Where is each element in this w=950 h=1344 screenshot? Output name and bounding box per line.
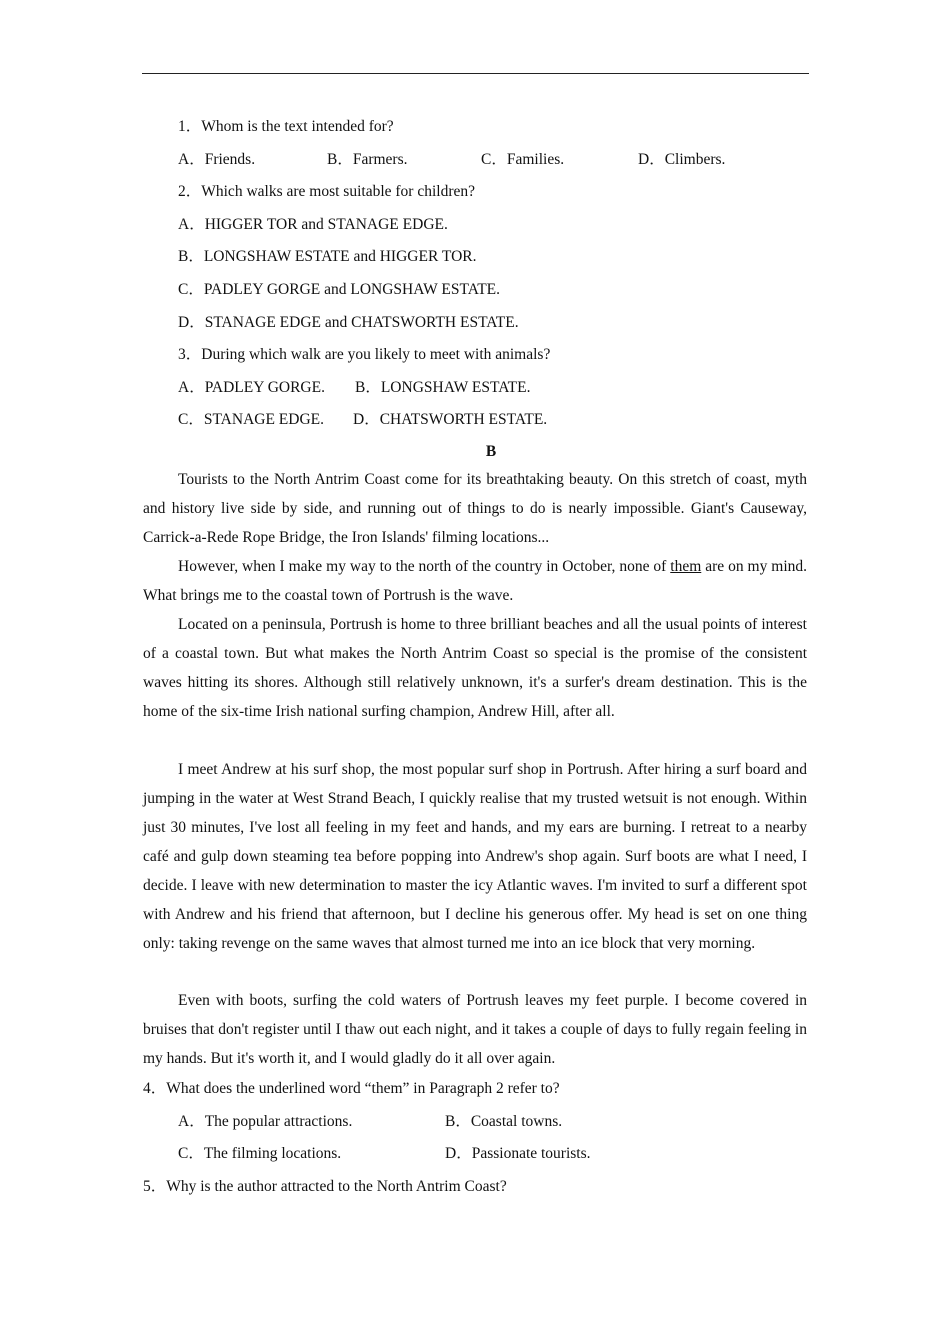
passage-paragraph-5: Even with boots, surfing the cold waters of Portrush leaves my feet purple. I become covered in bruises that don't register until I thaw out each night, and it takes a couple of days to fully regain feeling in my hands. But it's worth it, and I would gladly do it all over again.: [143, 992, 807, 1067]
q2-option-b: B．LONGSHAW ESTATE and HIGGER TOR.: [178, 248, 477, 265]
q3-option-c: C．STANAGE EDGE.: [178, 411, 325, 428]
header-rule: [142, 73, 809, 74]
passage-paragraph-2: [143, 552, 807, 610]
q3-stem: 3．During which walk are you likely to meet with animals?: [178, 346, 551, 363]
q4-option-b: B．Coastal towns.: [445, 1113, 563, 1130]
section-heading: B: [485, 443, 497, 460]
q1-option-b: B．Farmers.: [327, 151, 408, 168]
q4-option-c: C．The filming locations.: [178, 1145, 342, 1162]
passage-paragraph-3: Located on a peninsula, Portrush is home to three brilliant beaches and all the usual points of interest of a coastal town. But what makes the North Antrim Coast so special is the promise of the consistent waves hitting its shores. Although still relatively unknown, it's a surfer's dream destination. This is the home of the six-time Irish national surfing champion, Andrew Hill, after all.: [143, 616, 807, 720]
q4-option-d: D．Passionate tourists.: [445, 1145, 591, 1162]
q2-stem: 2．Which walks are most suitable for children?: [178, 183, 475, 200]
paragraph-2-text-start: However, when I make my way to the north of the country in October, none of: [178, 558, 671, 575]
q3-option-d: D．CHATSWORTH ESTATE.: [353, 411, 548, 428]
underlined-word: them: [670, 558, 702, 575]
q1-option-a: A．Friends.: [178, 151, 256, 168]
q2-option-a: A．HIGGER TOR and STANAGE EDGE.: [178, 216, 448, 233]
q1-option-c: C．Families.: [481, 151, 565, 168]
q2-option-d: D．STANAGE EDGE and CHATSWORTH ESTATE.: [178, 314, 519, 331]
q3-option-b: B．LONGSHAW ESTATE.: [355, 379, 531, 396]
paragraph-2-text-end: are on my mind. What brings me to the coastal town of Portrush is the wave.: [143, 558, 808, 604]
q4-stem: 4．What does the underlined word “them” in Paragraph 2 refer to?: [143, 1080, 560, 1097]
q1-option-d: D．Climbers.: [638, 151, 726, 168]
q4-option-a: A．The popular attractions.: [178, 1113, 353, 1130]
q3-option-a: A．PADLEY GORGE.: [178, 379, 325, 396]
q1-stem: 1．Whom is the text intended for?: [178, 118, 394, 135]
q2-option-c: C．PADLEY GORGE and LONGSHAW ESTATE.: [178, 281, 501, 298]
passage-paragraph-1: Tourists to the North Antrim Coast come for its breathtaking beauty. On this stretch of coast, myth and history live side by side, and running out of things to do is nearly impossible. Giant's Causeway, Carrick-a-Rede Rope Bridge, the Iron Islands' filming locations...: [143, 471, 807, 546]
q5-stem: 5．Why is the author attracted to the North Antrim Coast?: [143, 1178, 507, 1195]
passage-paragraph-4: I meet Andrew at his surf shop, the most popular surf shop in Portrush. After hiring a surf board and jumping in the water at West Strand Beach, I quickly realise that my trusted wetsuit is not enough. Within just 30 minutes, I've lost all feeling in my feet and hands, and my ears are burning. I retreat to a nearby café and gulp down steaming tea before popping into Andrew's shop again. Surf boots are what I need, I decide. I leave with new determination to master the icy Atlantic waves. I'm invited to surf a different spot with Andrew and his friend that afternoon, but I decline his generous offer. My head is set on one thing only: taking revenge on the same waves that almost turned me into an ice block that very morning.: [143, 761, 807, 952]
